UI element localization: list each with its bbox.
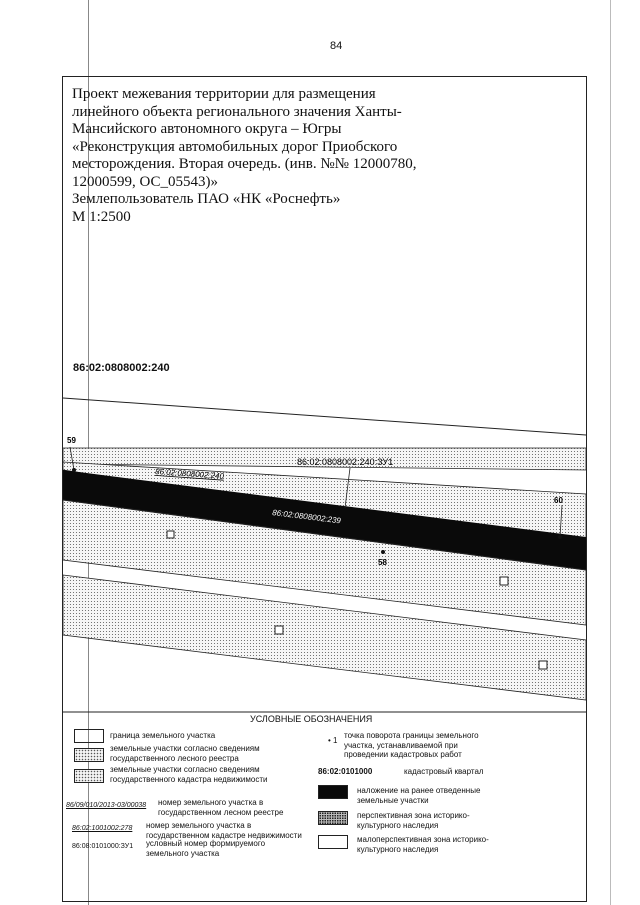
legend-symbol-cadastre (74, 769, 104, 783)
title-line: «Реконструкция автомобильных дорог Приобского (72, 138, 398, 155)
title-line: М 1:2500 (72, 208, 131, 225)
legend-symbol-heritage-zone (318, 811, 348, 825)
legend-example: 86/09/010/2013-03/00038 (66, 802, 147, 809)
legend-symbol-overlap (318, 785, 348, 799)
new-parcel-label: 86:02:0808002:240:ЗУ1 (297, 457, 394, 467)
point-marker (72, 468, 76, 472)
legend-example: 86:02:1001002:278 (72, 825, 133, 832)
legend-text: земельные участки согласно сведениям государственного кадастра недвижимости (110, 765, 268, 784)
building-marker (275, 626, 283, 634)
legend-example: 86:02:0101000 (318, 767, 373, 776)
parcel-boundary (63, 398, 586, 435)
legend-text: номер земельного участка в государственном лесном реестре (158, 798, 284, 817)
title-line: месторождения. Вторая очередь. (инв. №№ 12000780, (72, 156, 417, 172)
title-line: линейного объекта регионального значения Ханты- (72, 103, 402, 120)
legend-symbol-outline (74, 729, 104, 743)
legend-symbol-forest (74, 748, 104, 762)
point-marker (558, 535, 562, 539)
building-marker (167, 531, 174, 538)
point-label-60: 60 (554, 496, 563, 505)
legend (62, 712, 587, 862)
legend-heading: УСЛОВНЫЕ ОБОЗНАЧЕНИЯ (250, 714, 373, 724)
legend-text: земельные участки согласно сведениям государственного лесного реестра (110, 744, 260, 763)
title-line: Мансийского автономного округа – Югры (72, 121, 342, 137)
legend-text: условный номер формируемого земельного участка (146, 839, 266, 858)
title-line: Землепользователь ПАО «НК «Роснефть» (72, 191, 341, 207)
legend-example: 86:08:0101000:ЗУ1 (72, 843, 134, 850)
page-number: 84 (330, 40, 343, 52)
building-marker (500, 577, 508, 585)
legend-text: малоперспективная зона историко-культурного наследия (357, 835, 489, 854)
legend-symbol-low-heritage-zone (318, 835, 348, 849)
legend-text: кадастровый квартал (404, 767, 484, 776)
black-band-parcel-label: 86:02:0808002:239 (271, 508, 342, 526)
building-marker (539, 661, 547, 669)
legend-text: точка поворота границы земельного участка, устанавливаемой при проведении кадастровых работ (344, 731, 479, 759)
point-label-58: 58 (378, 558, 387, 567)
title-line: 12000599, ОС_05543)» (72, 173, 219, 190)
legend-text: перспективная зона историко-культурного наследия (357, 811, 470, 830)
strip-parcel-label: 86:02:0808002:240 (154, 467, 225, 481)
point-symbol: • 1 (328, 736, 338, 745)
point-marker (381, 550, 385, 554)
legend-text: номер земельного участка в государственном кадастре недвижимости (146, 821, 302, 840)
parcel-label-top: 86:02:0808002:240 (73, 362, 170, 374)
legend-text: наложение на ранее отведенные земельные участки (357, 786, 481, 805)
point-label-59: 59 (67, 436, 76, 445)
legend-text: граница земельного участка (110, 731, 216, 740)
title-line: Проект межевания территории для размещения (72, 86, 376, 102)
